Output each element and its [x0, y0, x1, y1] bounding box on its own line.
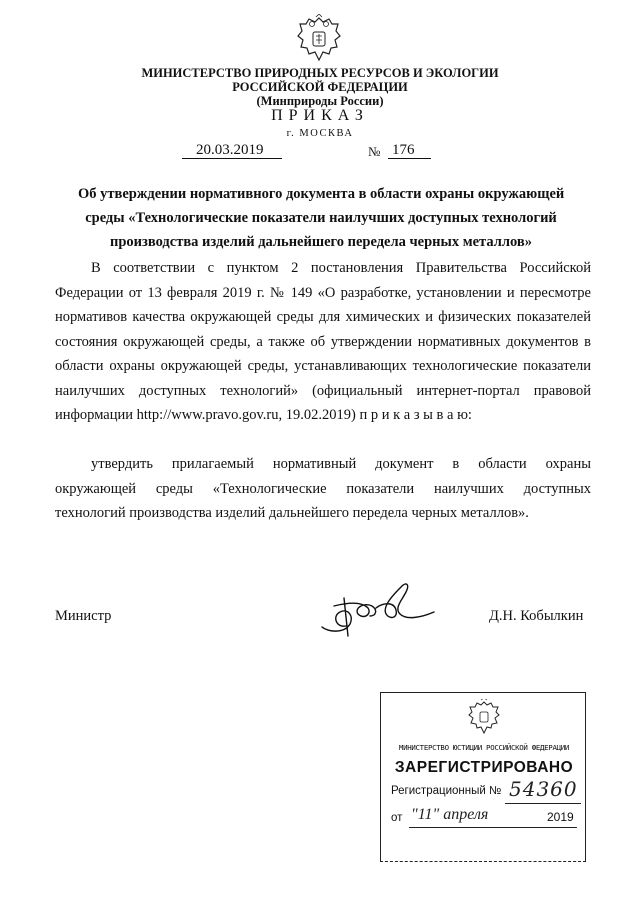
stamp-from-label: от — [391, 812, 403, 824]
body-line: наилучших доступных технологий» (официальный интернет-портал правовой — [55, 382, 591, 399]
body-line: В соответствии с пунктом 2 постановления Правительства Российской — [91, 260, 591, 276]
order-heading — [78, 182, 564, 254]
coat-of-arms-icon — [296, 14, 342, 64]
doc-type: ПРИКАЗ — [271, 107, 369, 124]
signer-name: Д.Н. Кобылкин — [489, 608, 584, 624]
ministry-name — [60, 66, 580, 108]
body-line: утвердить прилагаемый нормативный документ в области охраны — [91, 456, 591, 472]
ministry-line-1: МИНИСТЕРСТВО ПРИРОДНЫХ РЕСУРСОВ И ЭКОЛОГИИ — [141, 66, 499, 80]
heading-line-2: среды «Технологические показатели наилучших доступных технологий — [85, 210, 557, 226]
handwritten-signature-icon — [310, 572, 440, 642]
ministry-short: (Минприроды России) — [256, 94, 384, 108]
ministry-line-2: РОССИЙСКОЙ ФЕДЕРАЦИИ — [232, 80, 408, 94]
date-underline — [409, 827, 577, 828]
heading-line-3: производства изделий дальнейшего передела черных металлов» — [110, 234, 532, 250]
order-number: 176 — [388, 142, 431, 159]
stamp-registered: ЗАРЕГИСТРИРОВАНО — [394, 759, 574, 776]
body-line: технологий производства изделий дальнейшего передела черных металлов». — [55, 505, 529, 521]
stamp-regnum-label: Регистрационный № — [391, 785, 502, 797]
registration-stamp — [380, 692, 586, 862]
body-paragraph-2 — [55, 452, 591, 526]
stamp-regnum: 54360 — [509, 777, 578, 801]
coat-of-arms-icon — [467, 699, 501, 735]
number-label: № — [368, 144, 381, 159]
city: г. МОСКВА — [286, 128, 354, 139]
body-line: Федерации от 13 февраля 2019 г. № 149 «О разработке, установлении и пересмотре — [55, 284, 591, 301]
signer-title: Министр — [55, 608, 112, 624]
order-date: 20.03.2019 — [182, 142, 282, 159]
stamp-year: 2019 — [547, 810, 574, 824]
body-line: области охраны окружающей среды, устанавливающих технологические показатели — [55, 358, 591, 374]
body-line: окружающей среды «Технологические показатели наилучших доступных — [55, 480, 591, 497]
body-line: нормативов качества окружающей среды для химических и физических показателей — [55, 309, 591, 325]
body-paragraph-1 — [55, 256, 591, 428]
stamp-ministry: МИНИСТЕРСТВО ЮСТИЦИИ РОССИЙСКОЙ ФЕДЕРАЦИИ — [398, 743, 570, 752]
regnum-underline — [505, 803, 581, 804]
body-line: информации http://www.pravo.gov.ru, 19.02.2019) п р и к а з ы в а ю: — [55, 407, 472, 423]
stamp-date: "11" апреля — [411, 806, 489, 823]
heading-line-1: Об утверждении нормативного документа в области охраны окружающей — [78, 186, 565, 202]
body-line: состояния окружающей среды, а также об утверждении нормативных документов в — [55, 333, 591, 350]
